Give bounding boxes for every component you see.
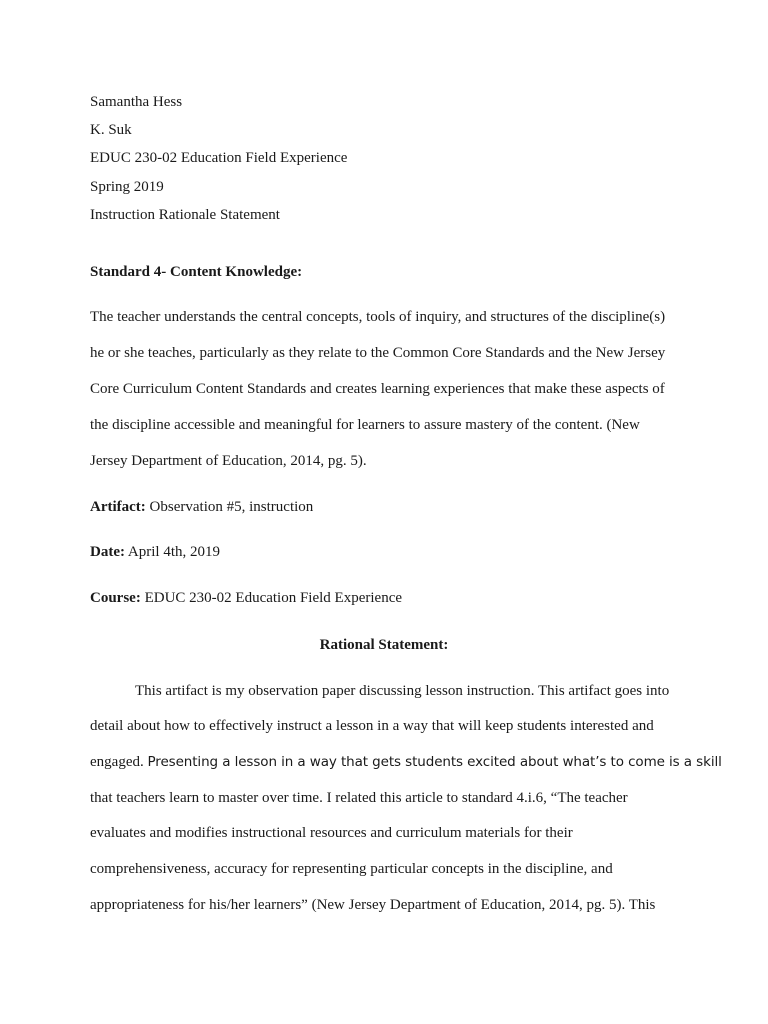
course-value: EDUC 230-02 Education Field Experience [140, 590, 403, 606]
document-title: Instruction Rationale Statement [90, 207, 280, 223]
date-field [90, 543, 220, 561]
rationale-text-line: appropriateness for his/her learners” (New Jersey Department of Education, 2014, pg. 5). This [90, 897, 656, 913]
student-name: Samantha Hess [90, 94, 183, 110]
standard-heading: Standard 4- Content Knowledge: [90, 264, 303, 280]
rationale-text-line: comprehensiveness, accuracy for representing particular concepts in the discipline, and [90, 861, 613, 877]
course-label: Course: [90, 590, 141, 606]
rationale-text-line: evaluates and modifies instructional resources and curriculum materials for their [90, 825, 573, 841]
course-name: EDUC 230-02 Education Field Experience [90, 150, 348, 166]
artifact-label: Artifact: [90, 499, 146, 515]
rationale-text-segment: Presenting a lesson in a way that gets students excited about what’s to come is a skill [147, 754, 722, 770]
rationale-text-segment: engaged. [90, 754, 148, 770]
course-field [90, 589, 402, 607]
artifact-value: Observation #5, instruction [145, 499, 314, 515]
rationale-text-line: detail about how to effectively instruct a lesson in a way that will keep students interested and [90, 718, 654, 734]
rationale-text-line [90, 753, 722, 771]
date-value: April 4th, 2019 [124, 544, 220, 560]
instructor-name: K. Suk [90, 122, 132, 138]
standard-text-line: the discipline accessible and meaningful for learners to assure mastery of the content. (New [90, 417, 640, 433]
date-label: Date: [90, 544, 125, 560]
rationale-text-line: that teachers learn to master over time. I related this article to standard 4.i.6, “The teacher [90, 790, 628, 806]
standard-text-line: The teacher understands the central concepts, tools of inquiry, and structures of the discipline(s) [90, 309, 666, 325]
standard-text-line: he or she teaches, particularly as they relate to the Common Core Standards and the New Jersey [90, 345, 666, 361]
standard-text-line: Jersey Department of Education, 2014, pg. 5). [90, 453, 367, 469]
rationale-heading: Rational Statement: [319, 637, 449, 653]
term: Spring 2019 [90, 179, 164, 195]
artifact-field [90, 498, 313, 516]
standard-text-line: Core Curriculum Content Standards and creates learning experiences that make these aspects of [90, 381, 665, 397]
rationale-text-line: This artifact is my observation paper discussing lesson instruction. This artifact goes into [135, 683, 670, 699]
